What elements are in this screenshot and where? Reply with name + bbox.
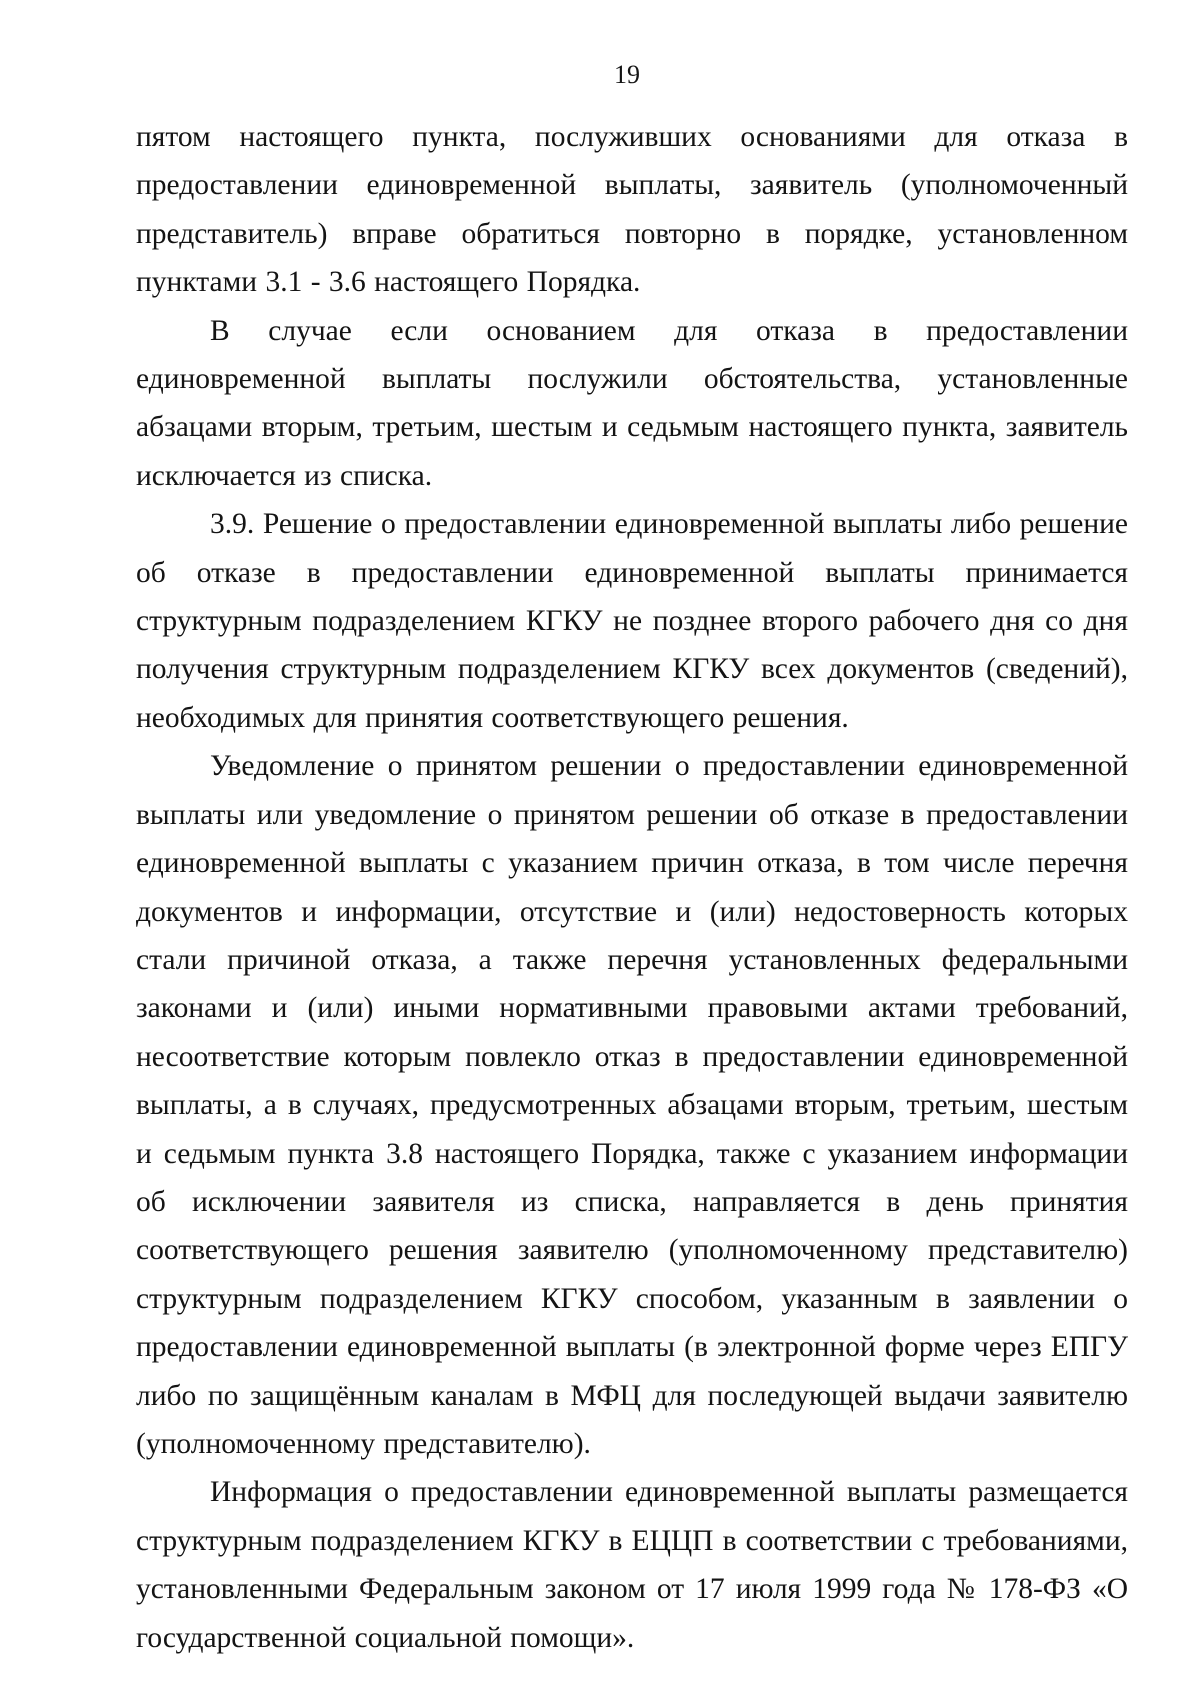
paragraph-continuation: пятом настоящего пункта, послуживших основаниями для отказа в предоставлении единовременной выплаты, заявитель (уполномоченный представитель) вправе обратиться повторно в порядке, установленном пунктами 3.1 - 3.6 настоящего Порядка.: [136, 121, 1128, 299]
document-body: [136, 113, 1128, 1662]
paragraph-notification: Уведомление о принятом решении о предоставлении единовременной выплаты или уведомление о принятом решении об отказе в предоставлении единовременной выплаты с указанием причин отказа, в том числе перечня документов и информации, отсутствие и (или) недостоверность которых стали причиной отказа, а также перечня установленных федеральными законами и (или) иными нормативными правовыми актами требований, несоответствие которым повлекло отказ в предоставлении единовременной выплаты, а в случаях, предусмотренных абзацами вторым, третьим, шестым и седьмым пункта 3.8 настоящего Порядка, также с указанием информации об исключении заявителя из списка, направляется в день принятия соответствующего решения заявителю (уполномоченному представителю) структурным подразделением КГКУ способом, указанным в заявлении о предоставлении единовременной выплаты (в электронной форме через ЕПГУ либо по защищённым каналам в МФЦ для последующей выдачи заявителю (уполномоченному представителю).: [136, 750, 1128, 1460]
paragraph-information-posting: Информация о предоставлении единовременной выплаты размещается структурным подразделением КГКУ в ЕЦЦП в соответствии с требованиями, установленными Федеральным законом от 17 июля 1999 года № 178-ФЗ «О государственной социальной помощи».: [136, 1476, 1128, 1654]
paragraph-exclusion-case: В случае если основанием для отказа в предоставлении единовременной выплаты послужили обстоятельства, установленные абзацами вторым, третьим, шестым и седьмым настоящего пункта, заявитель исключается из списка.: [136, 314, 1128, 492]
page-number: 19: [614, 60, 640, 89]
paragraph-3-9-decision: 3.9. Решение о предоставлении единовременной выплаты либо решение об отказе в предоставлении единовременной выплаты принимается структурным подразделением КГКУ не позднее второго рабочего дня со дня получения структурным подразделением КГКУ всех документов (сведений), необходимых для принятия соответствующего решения.: [136, 508, 1128, 734]
